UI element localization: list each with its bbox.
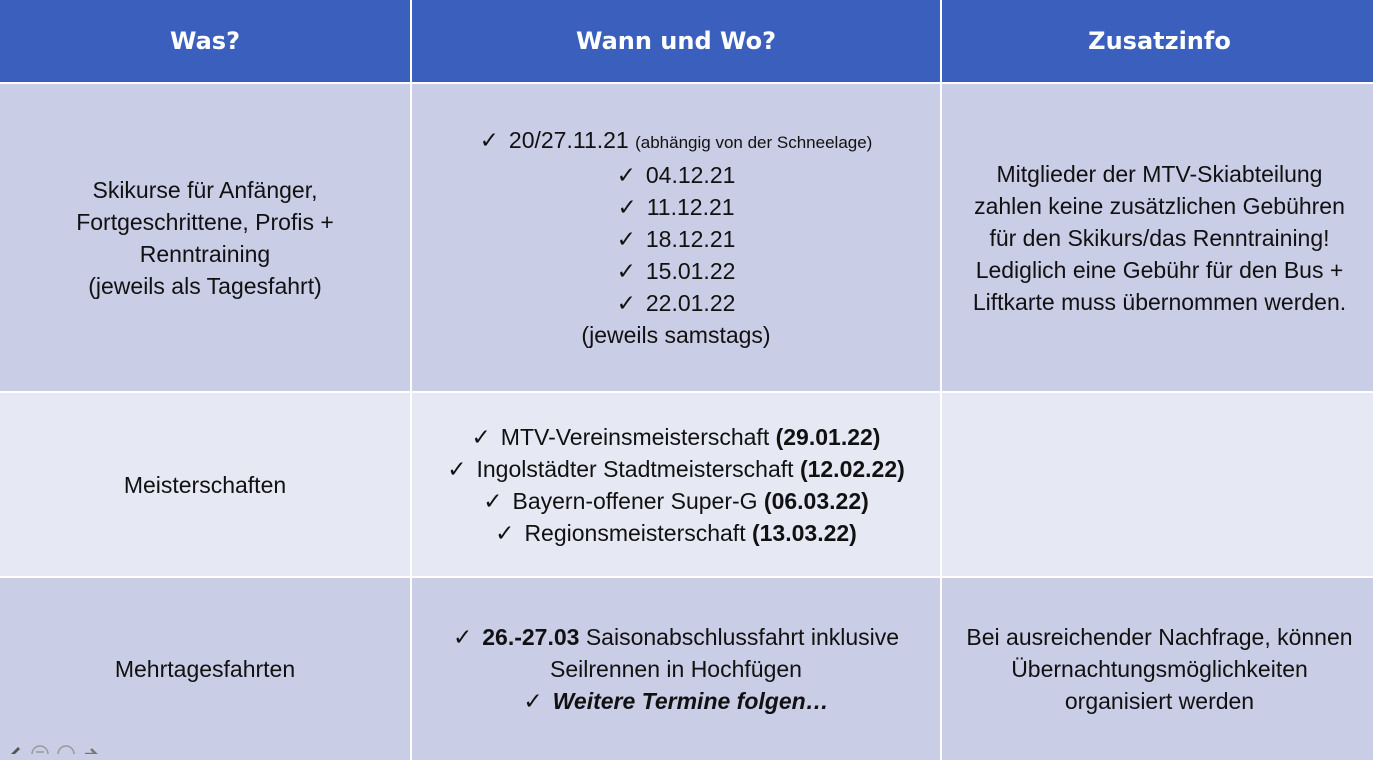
row3-info-cell [942, 578, 1373, 760]
row2-was-label: Meisterschaften [124, 469, 286, 501]
circle-menu-icon[interactable] [30, 744, 50, 754]
row1-wann-cell [412, 84, 940, 391]
info-line: Liftkarte muss übernommen werden. [973, 286, 1346, 318]
info-line: organisiert werden [1065, 685, 1254, 717]
more-text: Weitere Termine folgen… [553, 688, 829, 714]
row1-was-cell [0, 84, 410, 391]
header-wann-label: Wann und Wo? [576, 27, 776, 55]
check-icon: ✓ [447, 456, 466, 482]
date-note: (abhängig von der Schneelage) [635, 133, 872, 152]
check-icon: ✓ [523, 688, 542, 714]
header-was-label: Was? [170, 27, 240, 55]
row1-was-line: (jeweils als Tagesfahrt) [88, 270, 322, 302]
trip-date: 26.-27.03 [482, 624, 579, 650]
trip-text: Saisonabschlussfahrt inklusive [586, 624, 899, 650]
event-name: Bayern-offener Super-G [512, 488, 757, 514]
date-item [617, 255, 736, 287]
event-item [483, 485, 869, 517]
date-item [617, 159, 736, 191]
event-date: (29.01.22) [776, 424, 881, 450]
info-line: zahlen keine zusätzlichen Gebühren [974, 190, 1345, 222]
presentation-toolbar [0, 738, 134, 754]
date-text: 18.12.21 [646, 226, 736, 252]
trip-text-line: Seilrennen in Hochfügen [550, 653, 802, 685]
event-date: (12.02.22) [800, 456, 905, 482]
check-icon: ✓ [483, 488, 502, 514]
date-text: 22.01.22 [646, 290, 736, 316]
check-icon: ✓ [617, 194, 636, 220]
info-line: Mitglieder der MTV-Skiabteilung [997, 158, 1323, 190]
check-icon: ✓ [617, 290, 636, 316]
row2-was-cell [0, 393, 410, 576]
header-zusatzinfo-label: Zusatzinfo [1088, 27, 1231, 55]
header-zusatzinfo [942, 0, 1373, 82]
pen-icon[interactable] [4, 744, 24, 754]
event-name: Regionsmeisterschaft [524, 520, 745, 546]
row1-was-line: Renntraining [140, 238, 270, 270]
check-icon: ✓ [617, 162, 636, 188]
date-item [480, 124, 873, 159]
event-date: (06.03.22) [764, 488, 869, 514]
event-item [495, 517, 857, 549]
trip-item [453, 621, 899, 653]
info-line: für den Skikurs/das Renntraining! [989, 222, 1329, 254]
date-text: 04.12.21 [646, 162, 736, 188]
date-text: 15.01.22 [646, 258, 736, 284]
event-name: MTV-Vereinsmeisterschaft [501, 424, 769, 450]
check-icon: ✓ [495, 520, 514, 546]
header-was [0, 0, 410, 82]
info-line: Lediglich eine Gebühr für den Bus + [976, 254, 1344, 286]
row1-was-line: Skikurse für Anfänger, [92, 174, 317, 206]
event-name: Ingolstädter Stadtmeisterschaft [476, 456, 793, 482]
check-icon: ✓ [617, 226, 636, 252]
row1-info-cell [942, 84, 1373, 391]
row1-was-line: Fortgeschrittene, Profis + [76, 206, 334, 238]
event-item [447, 453, 905, 485]
info-line: Bei ausreichender Nachfrage, können [966, 621, 1352, 653]
more-item [523, 685, 828, 717]
header-wann-und-wo [412, 0, 940, 82]
row2-info-cell [942, 393, 1373, 576]
event-item [472, 421, 881, 453]
date-item [617, 191, 734, 223]
date-footer: (jeweils samstags) [581, 319, 770, 351]
date-item [617, 223, 736, 255]
arrow-right-icon[interactable] [82, 744, 102, 754]
check-icon: ✓ [472, 424, 491, 450]
info-line: Übernachtungsmöglichkeiten [1011, 653, 1308, 685]
circle-icon[interactable] [56, 744, 76, 754]
row3-wann-cell [412, 578, 940, 760]
row3-was-label: Mehrtagesfahrten [115, 653, 295, 685]
row3-was-cell [0, 578, 410, 760]
date-text: 20/27.11.21 [509, 127, 629, 153]
check-icon: ✓ [453, 624, 472, 650]
date-text: 11.12.21 [647, 194, 735, 220]
check-icon: ✓ [480, 127, 499, 153]
row2-wann-cell [412, 393, 940, 576]
date-item [617, 287, 736, 319]
event-date: (13.03.22) [752, 520, 857, 546]
check-icon: ✓ [617, 258, 636, 284]
